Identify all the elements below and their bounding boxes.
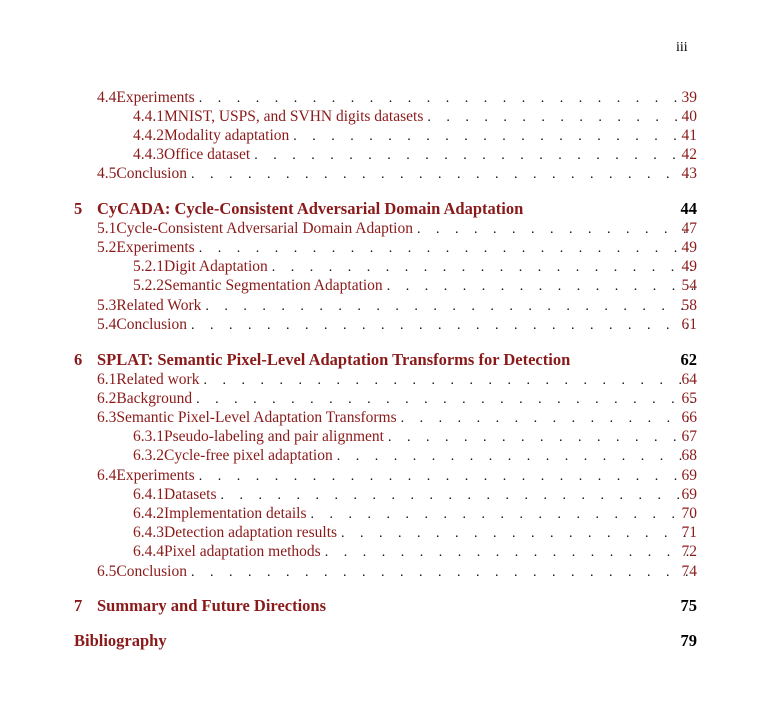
section-title: Conclusion <box>116 165 187 182</box>
page-ref: 43 <box>681 165 697 182</box>
section-number: 6.2 <box>97 390 117 407</box>
page-ref: 49 <box>681 258 697 275</box>
section-title: Detection adaptation results <box>164 524 338 541</box>
page-ref: 69 <box>681 486 697 503</box>
dot-leader <box>337 447 693 466</box>
section-title: Digit Adaptation <box>164 258 268 275</box>
dot-leader <box>191 165 693 184</box>
section-number: 5.1 <box>97 220 117 237</box>
section-title: Related work <box>116 371 200 388</box>
chapter-title: CyCADA: Cycle-Consistent Adversarial Domain Adaptation <box>97 199 524 218</box>
dot-leader <box>199 239 693 258</box>
page-ref: 42 <box>681 146 697 163</box>
toc-entry-6-1[interactable] <box>97 370 697 389</box>
section-number: 6.4.3 <box>133 524 164 541</box>
section-number: 5.2 <box>97 239 117 256</box>
toc-entry-4-5[interactable] <box>97 164 697 183</box>
section-title: Pixel adaptation methods <box>164 543 321 560</box>
page-ref: 58 <box>681 297 697 314</box>
section-title: Implementation details <box>164 505 307 522</box>
section-title: Semantic Segmentation Adaptation <box>164 277 383 294</box>
toc-entry-5-2-1[interactable] <box>133 257 697 276</box>
page-ref: 61 <box>681 316 697 333</box>
page-ref: 54 <box>681 277 697 294</box>
section-number: 4.4.3 <box>133 146 164 163</box>
dot-leader <box>254 146 693 165</box>
toc-entry-6-3-2[interactable] <box>133 446 697 465</box>
dot-leader <box>205 297 693 316</box>
toc-entry-6-3[interactable] <box>97 408 697 427</box>
toc-entry-6-4-3[interactable] <box>133 523 697 542</box>
section-number: 5.2.1 <box>133 258 164 275</box>
dot-leader <box>199 467 693 486</box>
page-ref: 62 <box>680 350 697 369</box>
toc-entry-6-4-1[interactable] <box>133 485 697 504</box>
toc-chapter-5[interactable] <box>74 199 697 218</box>
section-number: 4.4.2 <box>133 127 164 144</box>
dot-leader <box>417 220 693 239</box>
section-number: 4.4.1 <box>133 108 164 125</box>
page-ref: 67 <box>681 428 697 445</box>
section-title: Related Work <box>116 297 202 314</box>
section-title: Experiments <box>116 239 195 256</box>
page-ref: 40 <box>681 108 697 125</box>
section-title: Semantic Pixel-Level Adaptation Transforms <box>116 409 397 426</box>
section-title: Modality adaptation <box>164 127 290 144</box>
toc-entry-6-3-1[interactable] <box>133 427 697 446</box>
section-title: Datasets <box>164 486 217 503</box>
dot-leader <box>427 108 693 127</box>
section-number: 5.3 <box>97 297 117 314</box>
page-ref: 41 <box>681 127 697 144</box>
section-title: MNIST, USPS, and SVHN digits datasets <box>164 108 424 125</box>
toc-entry-5-3[interactable] <box>97 296 697 315</box>
section-number: 4.4 <box>97 89 117 106</box>
section-number: 6.4.4 <box>133 543 164 560</box>
section-number: 5.2.2 <box>133 277 164 294</box>
page-ref: 71 <box>681 524 697 541</box>
page-ref: 72 <box>681 543 697 560</box>
toc-entry-6-2[interactable] <box>97 389 697 408</box>
dot-leader <box>341 524 693 543</box>
dot-leader <box>401 409 693 428</box>
section-title: Pseudo-labeling and pair alignment <box>164 428 384 445</box>
page-ref: 69 <box>681 467 697 484</box>
chapter-number: 5 <box>74 199 83 218</box>
page-ref: 70 <box>681 505 697 522</box>
toc-bibliography[interactable] <box>74 631 697 650</box>
toc-entry-5-2-2[interactable] <box>133 276 697 295</box>
page-ref: 64 <box>681 371 697 388</box>
page-ref: 68 <box>681 447 697 464</box>
toc-entry-5-2[interactable] <box>97 238 697 257</box>
section-title: Experiments <box>116 467 195 484</box>
toc-entry-4-4-3[interactable] <box>133 145 697 164</box>
page-ref: 49 <box>681 239 697 256</box>
section-title: Cycle-free pixel adaptation <box>164 447 333 464</box>
dot-leader <box>221 486 693 505</box>
dot-leader <box>293 127 693 146</box>
chapter-number: 6 <box>74 350 83 369</box>
section-number: 6.4.2 <box>133 505 164 522</box>
page-ref: 79 <box>680 631 697 650</box>
toc-entry-4-4-1[interactable] <box>133 107 697 126</box>
section-title: Background <box>116 390 193 407</box>
page-ref: 66 <box>681 409 697 426</box>
toc-entry-4-4[interactable] <box>97 88 697 107</box>
chapter-number: 7 <box>74 596 83 615</box>
page-ref: 44 <box>680 199 697 218</box>
section-number: 6.5 <box>97 563 117 580</box>
dot-leader <box>196 390 693 409</box>
dot-leader <box>199 89 693 108</box>
dot-leader <box>310 505 693 524</box>
page-ref: 74 <box>681 563 697 580</box>
dot-leader <box>387 277 693 296</box>
page-ref: 39 <box>681 89 697 106</box>
toc-entry-6-4-4[interactable] <box>133 542 697 561</box>
dot-leader <box>191 563 693 582</box>
section-title: Experiments <box>116 89 195 106</box>
chapter-title: SPLAT: Semantic Pixel-Level Adaptation Transforms for Detection <box>97 350 571 369</box>
dot-leader <box>191 316 693 335</box>
section-title: Cycle-Consistent Adversarial Domain Adaption <box>116 220 413 237</box>
section-number: 6.3.2 <box>133 447 164 464</box>
toc-entry-5-4[interactable] <box>97 315 697 334</box>
dot-leader <box>272 258 693 277</box>
section-title: Conclusion <box>116 316 187 333</box>
toc-entry-4-4-2[interactable] <box>133 126 697 145</box>
dot-leader <box>203 371 693 390</box>
chapter-title: Summary and Future Directions <box>97 596 327 615</box>
page-ref: 65 <box>681 390 697 407</box>
toc-entry-6-5[interactable] <box>97 562 697 581</box>
section-number: 6.4.1 <box>133 486 164 503</box>
section-number: 5.4 <box>97 316 117 333</box>
toc-entry-5-1[interactable] <box>97 219 697 238</box>
page-ref: 47 <box>681 220 697 237</box>
section-number: 6.3.1 <box>133 428 164 445</box>
page-ref: 75 <box>680 596 697 615</box>
toc-entry-6-4-2[interactable] <box>133 504 697 523</box>
toc-chapter-7[interactable] <box>74 596 697 615</box>
section-number: 6.1 <box>97 371 117 388</box>
section-title: Office dataset <box>164 146 251 163</box>
toc-chapter-6[interactable] <box>74 350 697 369</box>
section-title: Conclusion <box>116 563 187 580</box>
section-number: 6.3 <box>97 409 117 426</box>
toc-entry-6-4[interactable] <box>97 466 697 485</box>
section-number: 4.5 <box>97 165 117 182</box>
bibliography-title: Bibliography <box>74 631 167 650</box>
dot-leader <box>388 428 693 447</box>
dot-leader <box>325 543 693 562</box>
section-number: 6.4 <box>97 467 117 484</box>
page-number: iii <box>676 40 688 55</box>
